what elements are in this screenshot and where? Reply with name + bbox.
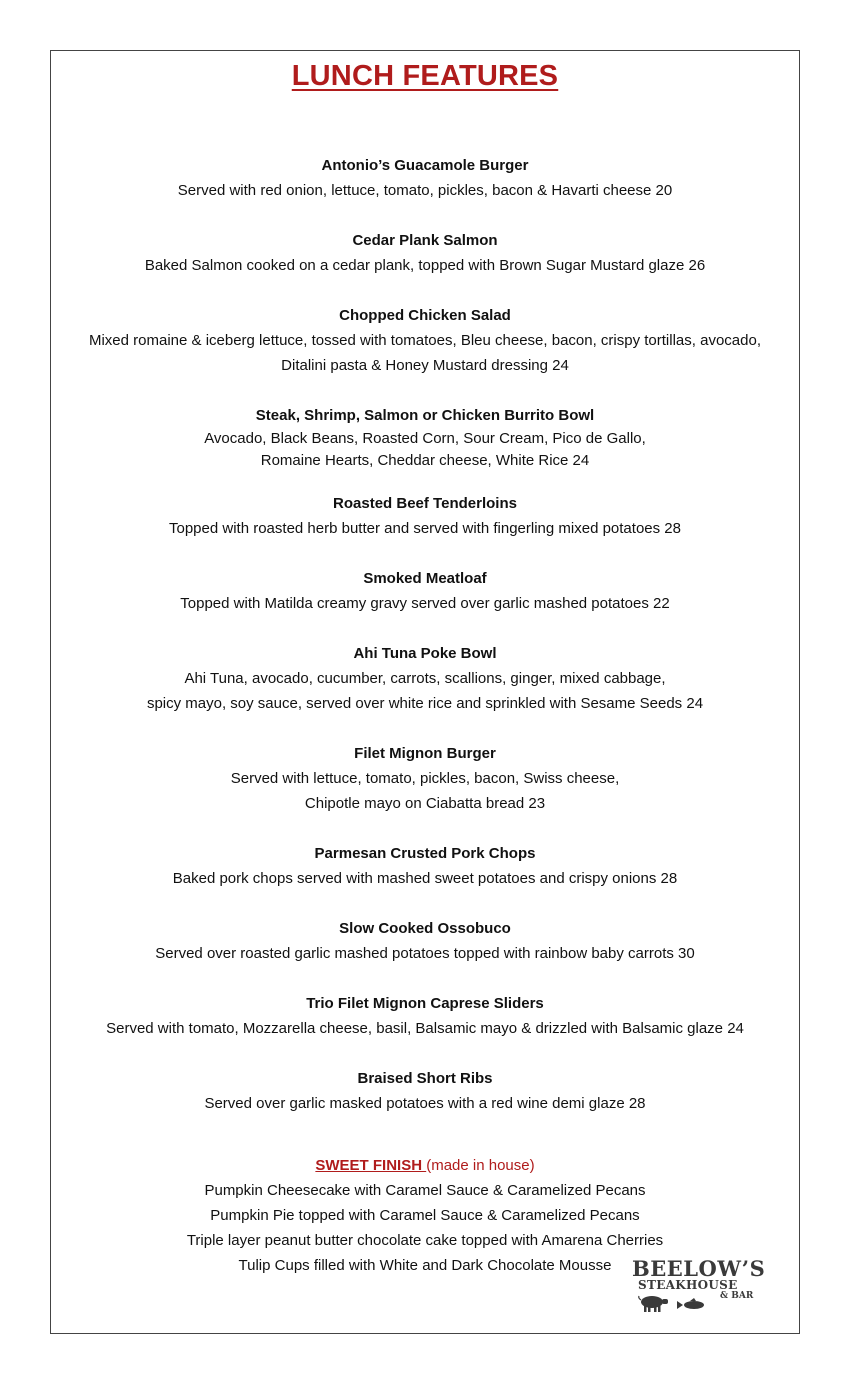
menu-item-description: Baked pork chops served with mashed sweet potatoes and crispy onions 28 xyxy=(172,870,678,887)
menu-item-description: Served over roasted garlic mashed potatoes topped with rainbow baby carrots 30 xyxy=(155,945,695,962)
menu-item-name: Parmesan Crusted Pork Chops xyxy=(314,845,536,862)
menu-item xyxy=(0,303,850,378)
restaurant-logo xyxy=(632,1256,766,1318)
menu-item-name: Filet Mignon Burger xyxy=(354,745,496,762)
menu-item-description: Baked Salmon cooked on a cedar plank, topped with Brown Sugar Mustard glaze 26 xyxy=(144,257,706,274)
logo-subtitle: STEAKHOUSE xyxy=(638,1278,738,1292)
menu-item xyxy=(0,991,850,1041)
menu-item-name: Steak, Shrimp, Salmon or Chicken Burrito Bowl xyxy=(255,407,595,424)
menu-item-name: Roasted Beef Tenderloins xyxy=(333,495,517,512)
menu-item xyxy=(0,916,850,966)
menu-item-description: Served with lettuce, tomato, pickles, bacon, Swiss cheese, xyxy=(230,770,620,787)
menu-item-description: Ditalini pasta & Honey Mustard dressing 24 xyxy=(281,357,569,374)
menu-item-name: Slow Cooked Ossobuco xyxy=(339,920,511,937)
menu-item xyxy=(0,491,850,541)
menu-item-description: Romaine Hearts, Cheddar cheese, White Rice 24 xyxy=(260,452,590,469)
sweet-finish-label: SWEET FINISH xyxy=(315,1157,427,1174)
menu-item-name: Braised Short Ribs xyxy=(357,1070,493,1087)
menu-item xyxy=(0,641,850,716)
menu-item xyxy=(0,841,850,891)
menu-item-description: Ahi Tuna, avocado, cucumber, carrots, scallions, ginger, mixed cabbage, xyxy=(184,670,666,687)
menu-item-name: Trio Filet Mignon Caprese Sliders xyxy=(306,995,544,1012)
menu-item xyxy=(0,1066,850,1116)
menu-item-description: Topped with Matilda creamy gravy served over garlic mashed potatoes 22 xyxy=(180,595,670,612)
page-title: LUNCH FEATURES xyxy=(291,60,559,92)
menu-item-name: Antonio’s Guacamole Burger xyxy=(321,157,529,174)
menu-item xyxy=(0,566,850,616)
sweet-finish-note: (made in house) xyxy=(426,1157,535,1174)
logo-bar: & BAR xyxy=(720,1291,754,1301)
dessert-item: Pumpkin Pie topped with Caramel Sauce & Caramelized Pecans xyxy=(210,1207,640,1224)
dessert-item: Tulip Cups filled with White and Dark Chocolate Mousse xyxy=(238,1257,612,1274)
menu-item xyxy=(0,228,850,278)
menu-item-name: Smoked Meatloaf xyxy=(363,570,487,587)
sweet-finish-heading xyxy=(0,1153,850,1178)
menu-item-description: Served over garlic masked potatoes with a red wine demi glaze 28 xyxy=(204,1095,646,1112)
menu-item xyxy=(0,741,850,816)
menu-item-description: Served with red onion, lettuce, tomato, pickles, bacon & Havarti cheese 20 xyxy=(177,182,673,199)
menu-item xyxy=(0,153,850,203)
menu-item-description: Served with tomato, Mozzarella cheese, basil, Balsamic mayo & drizzled with Balsamic glaze 24 xyxy=(106,1020,744,1037)
menu-item xyxy=(0,403,850,472)
menu-item-description: Topped with roasted herb butter and served with fingerling mixed potatoes 28 xyxy=(169,520,681,537)
menu-item-name: Chopped Chicken Salad xyxy=(339,307,511,324)
pig-fish-icon xyxy=(638,1292,722,1314)
menu-item-description: spicy mayo, soy sauce, served over white rice and sprinkled with Sesame Seeds 24 xyxy=(146,695,704,712)
menu-item-name: Cedar Plank Salmon xyxy=(352,232,498,249)
dessert-item: Pumpkin Cheesecake with Caramel Sauce & Caramelized Pecans xyxy=(204,1182,646,1199)
dessert-item: Triple layer peanut butter chocolate cake topped with Amarena Cherries xyxy=(186,1232,664,1249)
menu-item-name: Ahi Tuna Poke Bowl xyxy=(353,645,497,662)
logo-name: BEELOW’S xyxy=(632,1256,766,1281)
menu-item-description: Mixed romaine & iceberg lettuce, tossed with tomatoes, Bleu cheese, bacon, crispy tortillas, avocado, xyxy=(88,332,761,349)
menu-item-description: Chipotle mayo on Ciabatta bread 23 xyxy=(304,795,546,812)
menu-item-description: Avocado, Black Beans, Roasted Corn, Sour Cream, Pico de Gallo, xyxy=(204,430,646,447)
